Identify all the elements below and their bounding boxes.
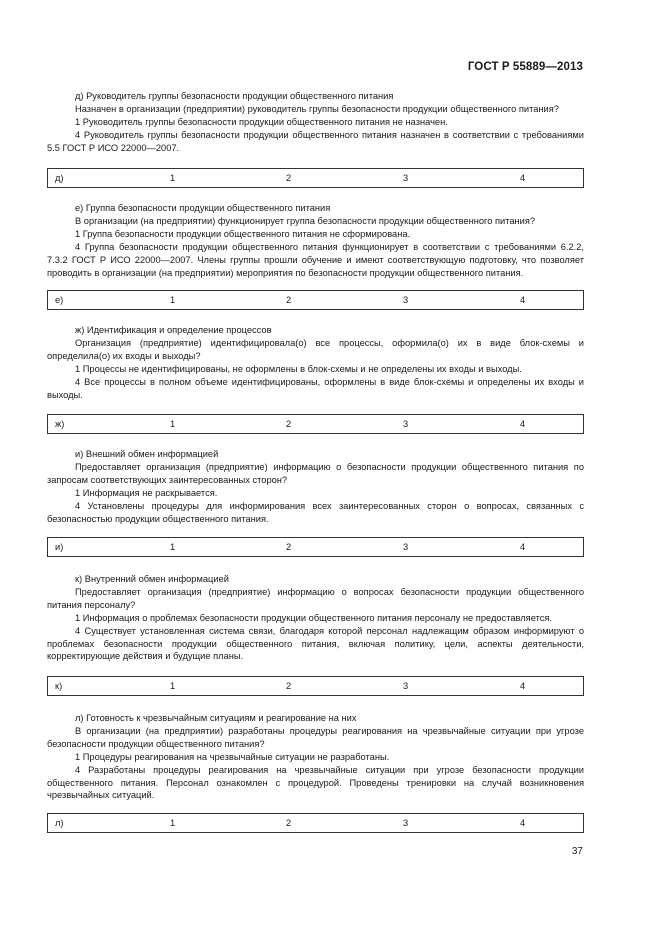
score-option-1[interactable]: 1 [170, 818, 176, 828]
score-option-1[interactable]: 1 [170, 295, 176, 305]
section-question: Предоставляет организация (предприятие) информацию о безопасности продукции общественного питания по запросам соответствующих заинтересованных сторон? [47, 461, 584, 485]
score-option-2[interactable]: 2 [286, 818, 292, 828]
score-option-1[interactable]: 1 [170, 542, 176, 552]
option-1-text: 1 Информация не раскрывается. [75, 487, 218, 498]
section-question: Организация (предприятие) идентифицировала(о) все процессы, оформила(о) их в виде блок-схемы и определила(о) их входы и выходы? [47, 337, 584, 361]
score-option-2[interactable]: 2 [286, 681, 292, 691]
score-option-1[interactable]: 1 [170, 173, 176, 183]
score-row-label: ж) [55, 419, 65, 429]
score-option-1[interactable]: 1 [170, 419, 176, 429]
section-e [47, 202, 584, 279]
section-heading: л) Готовность к чрезвычайным ситуациям и реагирование на них [75, 713, 357, 723]
option-4-text: 4 Установлены процедуры для информирования всех заинтересованных сторон о вопросах, связанных с безопасностью продукции общественного питания. [47, 500, 584, 524]
score-option-1[interactable]: 1 [170, 681, 176, 691]
option-4-text: 4 Руководитель группы безопасности продукции общественного питания назначен в соответствии с требованиями 5.5 ГОСТ Р ИСО 22000—2007. [47, 129, 584, 153]
score-row-zh [47, 414, 584, 434]
option-4-text: 4 Разработаны процедуры реагирования на чрезвычайные ситуации при угрозе безопасности продукции общественного питания. Персонал ознакомлен с процедурой. Проведены тренировки на случай возникновения чрезвычайных ситуаций. [47, 764, 584, 801]
score-option-3[interactable]: 3 [403, 818, 409, 828]
section-heading: и) Внешний обмен информацией [75, 449, 219, 459]
section-l [47, 712, 584, 802]
section-heading: д) Руководитель группы безопасности продукции общественного питания [75, 91, 394, 101]
score-row-label: л) [55, 818, 64, 828]
score-row-label: е) [55, 295, 64, 305]
standard-header: ГОСТ Р 55889—2013 [467, 61, 583, 73]
score-row-e [47, 290, 584, 310]
score-option-4[interactable]: 4 [520, 542, 526, 552]
score-option-2[interactable]: 2 [286, 542, 292, 552]
option-4-text: 4 Существует установленная система связи, благодаря которой персонал надлежащим образом информируют о проблемах безопасности продукции общественного питания, включая политику, цели, аспекты деятельности, корректирующие действия и будущие планы. [47, 625, 584, 662]
score-option-2[interactable]: 2 [286, 419, 292, 429]
score-option-4[interactable]: 4 [520, 419, 526, 429]
section-question: В организации (на предприятии) разработаны процедуры реагирования на чрезвычайные ситуации при угрозе безопасности продукции общественного питания? [47, 725, 584, 749]
option-1-text: 1 Процедуры реагирования на чрезвычайные ситуации не разработаны. [75, 751, 390, 762]
section-question: Предоставляет организация (предприятие) информацию о вопросах безопасности продукции общественного питания персоналу? [47, 586, 584, 610]
option-1-text: 1 Руководитель группы безопасности продукции общественного питания не назначен. [75, 116, 448, 127]
score-row-label: к) [55, 681, 63, 691]
section-question: Назначен в организации (предприятии) руководитель группы безопасности продукции общественного питания? [75, 103, 559, 114]
score-row-label: и) [55, 542, 64, 552]
option-4-text: 4 Группа безопасности продукции общественного питания функционирует в соответствии с требованиями 6.2.2, 7.3.2 ГОСТ Р ИСО 22000—2007. Члены группы прошли обучение и имеют соответствующую подготовку, что позволяет проводить в организации (на предприятии) мероприятия по безопасности продукции общественного питания. [47, 241, 584, 278]
section-i [47, 448, 584, 525]
option-1-text: 1 Группа безопасности продукции общественного питания не сформирована. [75, 228, 411, 239]
option-1-text: 1 Информация о проблемах безопасности продукции общественного питания персоналу не предоставляется. [75, 612, 552, 623]
section-question: В организации (на предприятии) функционирует группа безопасности продукции общественного питания? [75, 215, 536, 226]
score-option-2[interactable]: 2 [286, 173, 292, 183]
page-number: 37 [571, 846, 583, 857]
score-option-4[interactable]: 4 [520, 681, 526, 691]
score-option-3[interactable]: 3 [403, 295, 409, 305]
score-option-3[interactable]: 3 [403, 419, 409, 429]
score-option-3[interactable]: 3 [403, 681, 409, 691]
score-option-4[interactable]: 4 [520, 818, 526, 828]
score-row-i [47, 537, 584, 557]
score-row-d [47, 168, 584, 188]
section-d [47, 90, 584, 155]
section-heading: ж) Идентификация и определение процессов [75, 325, 272, 335]
section-heading: к) Внутренний обмен информацией [75, 574, 229, 584]
score-row-k [47, 676, 584, 696]
section-zh [47, 324, 584, 401]
score-row-label: д) [55, 173, 64, 183]
option-1-text: 1 Процессы не идентифицированы, не оформлены в блок-схемы и не определены их входы и выходы. [75, 363, 522, 374]
score-row-l [47, 813, 584, 833]
score-option-4[interactable]: 4 [520, 295, 526, 305]
score-option-3[interactable]: 3 [403, 542, 409, 552]
section-heading: е) Группа безопасности продукции общественного питания [75, 203, 331, 213]
section-k [47, 573, 584, 663]
score-option-2[interactable]: 2 [286, 295, 292, 305]
score-option-4[interactable]: 4 [520, 173, 526, 183]
option-4-text: 4 Все процессы в полном объеме идентифицированы, оформлены в виде блок-схемы и определены их входы и выходы. [47, 376, 584, 400]
score-option-3[interactable]: 3 [403, 173, 409, 183]
